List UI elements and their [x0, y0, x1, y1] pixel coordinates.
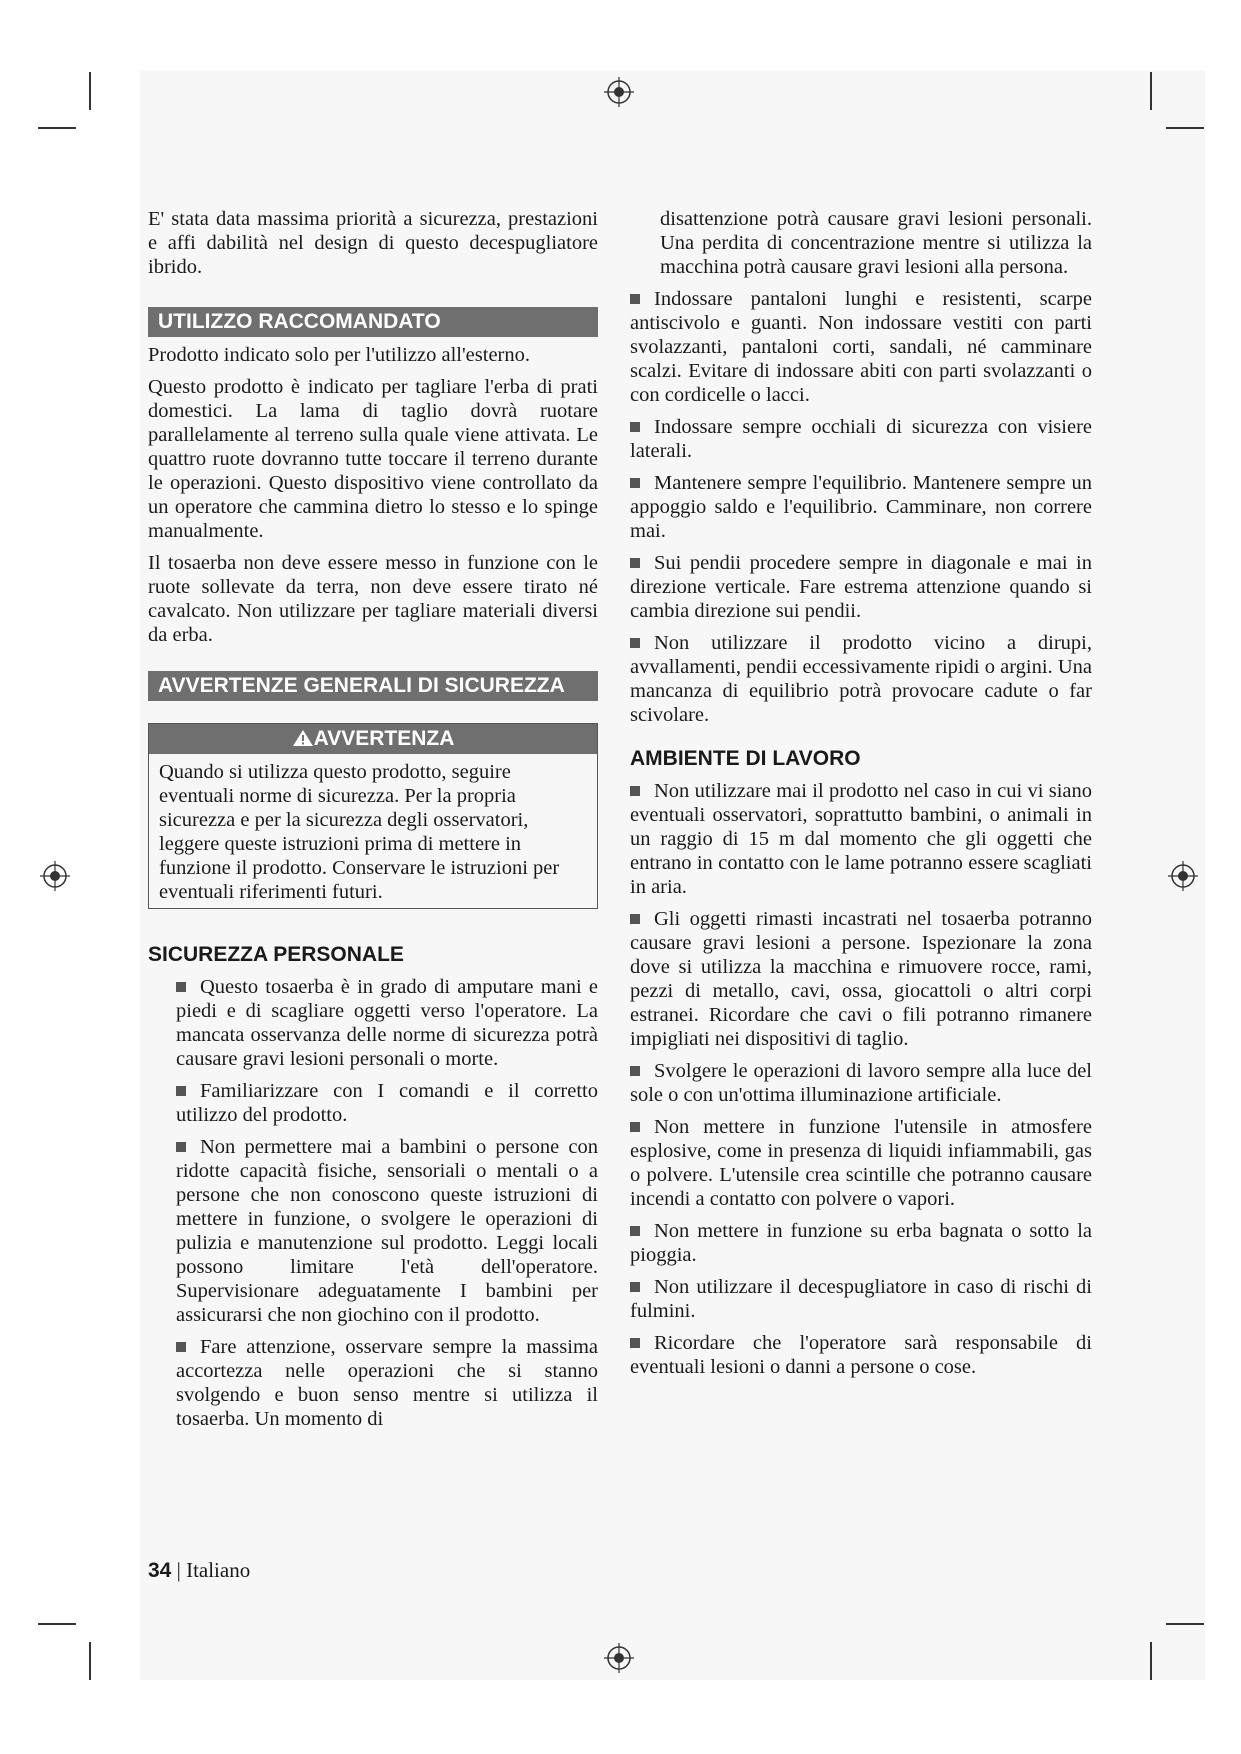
crop-mark [38, 1623, 76, 1625]
personal-safety-list-continued [630, 287, 1092, 727]
list-item: Non utilizzare il decespugliatore in caso di rischi di fulmini. [630, 1276, 1092, 1322]
list-item: Indossare sempre occhiali di sicurezza con visiere laterali. [630, 416, 1092, 462]
bullet-square-icon [630, 422, 640, 432]
bullet-square-icon [176, 1342, 186, 1352]
bullet-square-icon [630, 558, 640, 568]
crop-mark [1166, 127, 1204, 129]
section-heading-general-warnings: AVVERTENZE GENERALI DI SICUREZZA [148, 671, 598, 701]
section-heading-work-environment: AMBIENTE DI LAVORO [630, 747, 861, 770]
crop-mark [89, 1642, 91, 1680]
bullet-square-icon [630, 638, 640, 648]
registration-mark-icon [40, 861, 70, 891]
bullet-square-icon [176, 1142, 186, 1152]
warning-box-text: Quando si utilizza questo prodotto, seguire eventuali norme di sicurezza. Per la propria sicurezza e per la sicurezza degli osservatori, leggere queste istruzioni prima di mettere in funzione il prodotto. Conservare le istruzioni per eventuali riferimenti futuri. [159, 761, 560, 903]
crop-mark [1166, 1623, 1204, 1625]
bullet-square-icon [630, 1226, 640, 1236]
footer-language: Italiano [186, 1558, 251, 1582]
list-item: Indossare pantaloni lunghi e resistenti, scarpe antiscivolo e guanti. Non indossare vestiti con parti svolazzanti, pantaloni corti, sandali, né camminare scalzi. Evitare di indossare abiti con parti svolazzanti o con cordicelle o lacci. [630, 288, 1092, 406]
section-heading-personal-safety: SICUREZZA PERSONALE [148, 943, 404, 966]
list-item: Non utilizzare mai il prodotto nel caso in cui vi siano eventuali osservatori, soprattutto bambini, o animali in un raggio di 15 m dal momento che gli oggetti che entrano in contatto con le lame potranno essere scagliati in aria. [630, 780, 1092, 898]
registration-mark-icon [1168, 861, 1198, 891]
list-item: Non mettere in funzione su erba bagnata o sotto la pioggia. [630, 1220, 1092, 1266]
bullet-square-icon [630, 1066, 640, 1076]
bullet-square-icon [630, 1282, 640, 1292]
bullet-square-icon [176, 982, 186, 992]
paragraph: Prodotto indicato solo per l'utilizzo all'esterno. [148, 344, 531, 366]
footer-separator: | [176, 1558, 181, 1582]
list-item: Non permettere mai a bambini o persone con ridotte capacità fisiche, sensoriali o mentali o a persone che non conoscono queste istruzioni di mettere in funzione, o svolgere le operazioni di pulizia e manutenzione sul prodotto. Leggi locali possono limitare l'età dell'operatore. Supervisionare adeguatamente I bambini per assicurarsi che non giochino con il prodotto. [176, 1136, 598, 1326]
work-environment-list [630, 779, 1092, 1379]
list-item: Mantenere sempre l'equilibrio. Mantenere sempre un appoggio saldo e l'equilibrio. Camminare, non correre mai. [630, 472, 1092, 542]
crop-mark [1150, 72, 1152, 110]
list-item: Sui pendii procedere sempre in diagonale e mai in direzione verticale. Fare estrema attenzione quando si cambia direzione sui pendii. [630, 552, 1092, 622]
crop-mark [89, 72, 91, 110]
list-item: Non utilizzare il prodotto vicino a dirupi, avvallamenti, pendii eccessivamente ripidi o argini. Una mancanza di equilibrio potrà provocare cadute o far scivolare. [630, 632, 1092, 726]
paragraph: Questo prodotto è indicato per tagliare l'erba di prati domestici. La lama di taglio dovrà ruotare parallelamente al terreno sulla quale viene attivata. Le quattro ruote dovranno tutte toccare il terreno durante le operazioni. Questo dispositivo viene controllato da un operatore che cammina dietro lo stesso e lo spinge manualmente. [148, 376, 598, 542]
left-column [148, 207, 598, 1439]
crop-mark [1150, 1642, 1152, 1680]
list-item: Svolgere le operazioni di lavoro sempre alla luce del sole o con un'ottima illuminazione artificiale. [630, 1060, 1092, 1106]
warning-triangle-icon [292, 729, 314, 747]
list-item: Ricordare che l'operatore sarà responsabile di eventuali lesioni o danni a persone o cose. [630, 1332, 1092, 1378]
bullet-square-icon [630, 1338, 640, 1348]
registration-mark-icon [604, 1643, 634, 1673]
continuation-paragraph: disattenzione potrà causare gravi lesioni personali. Una perdita di concentrazione mentre si utilizza la macchina potrà causare gravi lesioni alla persona. [660, 208, 1092, 278]
list-item: Gli oggetti rimasti incastrati nel tosaerba potranno causare gravi lesioni a persone. Ispezionare la zona dove si utilizza la macchina e rimuovere rocce, rami, pezzi di metallo, cavi, ossa, giocattoli o altri corpi estranei. Ricordare che cavi o fili potranno rimanere impigliati nei dispositivi di taglio. [630, 908, 1092, 1050]
page-number: 34 [148, 1559, 172, 1582]
warning-box [148, 723, 598, 909]
list-item: Familiarizzare con I comandi e il corretto utilizzo del prodotto. [176, 1080, 598, 1126]
warning-box-title: AVVERTENZA [313, 727, 455, 750]
registration-mark-icon [604, 77, 634, 107]
bullet-square-icon [630, 294, 640, 304]
page-footer [148, 1558, 250, 1583]
intro-paragraph: E' stata data massima priorità a sicurezza, prestazioni e affi dabilità nel design di questo decespugliatore ibrido. [148, 208, 598, 278]
bullet-square-icon [176, 1086, 186, 1096]
bullet-square-icon [630, 478, 640, 488]
warning-box-header [149, 724, 597, 754]
personal-safety-list [148, 975, 598, 1431]
bullet-square-icon [630, 786, 640, 796]
list-item: Non mettere in funzione l'utensile in atmosfere esplosive, come in presenza di liquidi infiammabili, gas o polvere. L'utensile crea scintille che potranno causare incendi a contatto con polvere o vapori. [630, 1116, 1092, 1210]
bullet-square-icon [630, 1122, 640, 1132]
paragraph: Il tosaerba non deve essere messo in funzione con le ruote sollevate da terra, non deve essere tirato né cavalcato. Non utilizzare per tagliare materiali diversi da erba. [148, 552, 598, 646]
section-heading-recommended-use: UTILIZZO RACCOMANDATO [148, 307, 598, 337]
list-item: Questo tosaerba è in grado di amputare mani e piedi e di scagliare oggetti verso l'operatore. La mancata osservanza delle norme di sicurezza potrà causare gravi lesioni personali o morte. [176, 976, 598, 1070]
right-column [630, 207, 1092, 1387]
bullet-square-icon [630, 914, 640, 924]
crop-mark [38, 127, 76, 129]
list-item: Fare attenzione, osservare sempre la massima accortezza nelle operazioni che si stanno svolgendo e buon senso mentre si utilizza il tosaerba. Un momento di [176, 1336, 598, 1430]
